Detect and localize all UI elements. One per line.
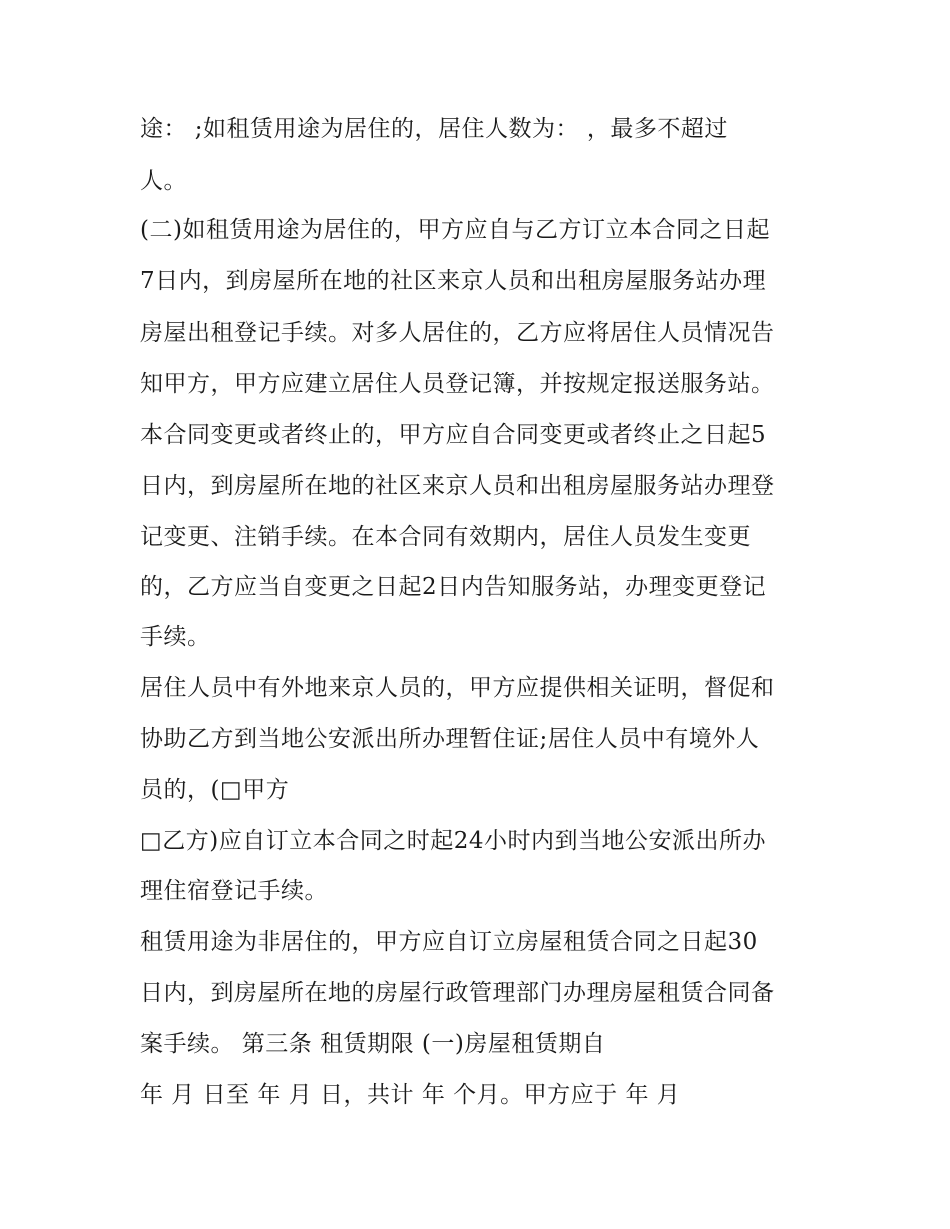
text-line: 7日内，到房屋所在地的社区来京人员和出租房屋服务站办理: [140, 268, 767, 294]
text-line: 记变更、注销手续。在本合同有效期内，居住人员发生变更: [140, 524, 751, 550]
text-line: 手续。: [140, 624, 211, 650]
text-line: 协助乙方到当地公安派出所办理暂住证;居住人员中有境外人: [140, 726, 760, 752]
text-line: 年 月 日至 年 月 日，共计 年 个月。甲方应于 年 月: [140, 1082, 681, 1108]
text-line: 员的，(□甲方: [140, 777, 290, 803]
text-line: 理住宿登记手续。: [140, 878, 328, 904]
text-line: 本合同变更或者终止的，甲方应自合同变更或者终止之日起5: [140, 422, 767, 448]
text-line: 居住人员中有外地来京人员的，甲方应提供相关证明，督促和: [140, 675, 775, 701]
text-line: 房屋出租登记手续。对多人居住的，乙方应将居住人员情况告: [140, 320, 775, 346]
text-line: □乙方)应自订立本合同之时起24小时内到当地公安派出所办: [140, 828, 766, 854]
text-line: 租赁用途为非居住的，甲方应自订立房屋租赁合同之日起30: [140, 929, 758, 955]
text-line: 的，乙方应当自变更之日起2日内告知服务站，办理变更登记: [140, 574, 767, 600]
text-line: 日内，到房屋所在地的社区来京人员和出租房屋服务站办理登: [140, 473, 775, 499]
text-line: 日内，到房屋所在地的房屋行政管理部门办理房屋租赁合同备: [140, 980, 775, 1006]
text-line: 人。: [140, 168, 187, 194]
text-line: 知甲方，甲方应建立居住人员登记簿，并按规定报送服务站。: [140, 371, 775, 397]
text-line: 案手续。 第三条 租赁期限 (一)房屋租赁期自: [140, 1031, 606, 1057]
text-line: (二)如租赁用途为居住的，甲方应自与乙方订立本合同之日起: [140, 217, 770, 243]
text-line: 途： ;如租赁用途为居住的，居住人数为： ，最多不超过: [140, 116, 728, 142]
